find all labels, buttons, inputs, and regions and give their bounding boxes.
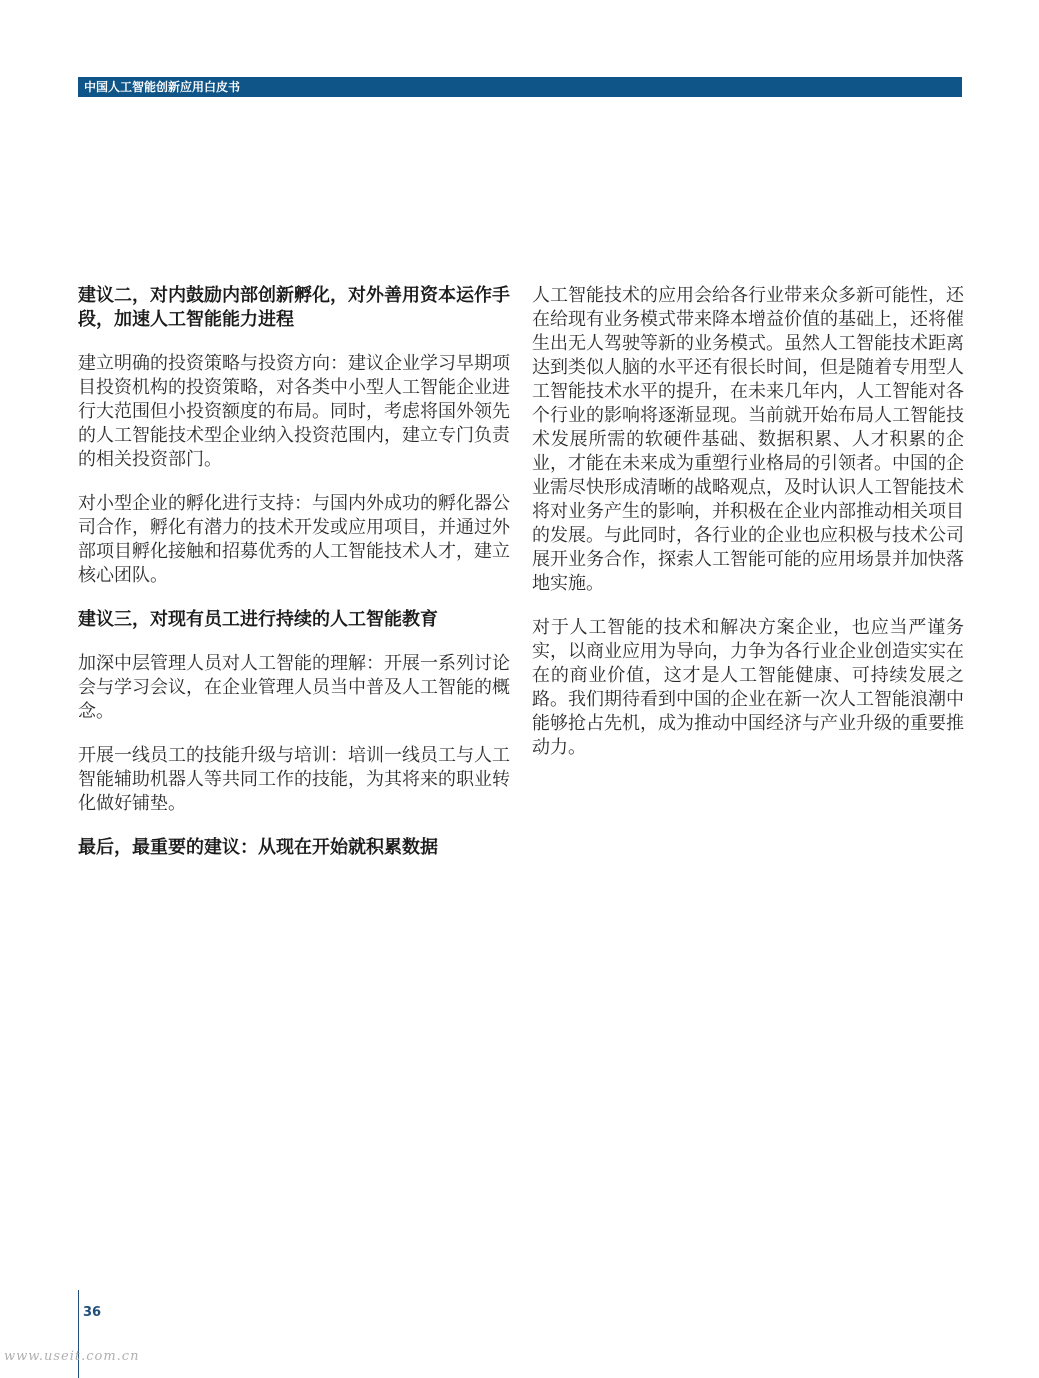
paragraph-ai-opportunities: 人工智能技术的应用会给各行业带来众多新可能性，还在给现有业务模式带来降本增益价值的基础上，还将催生出无人驾驶等新的业务模式。虽然人工智能技术距离达到类似人脑的水平还有很长时间，但是随着专用型人工智能技术水平的提升，在未来几年内，人工智能对各个行业的影响将逐渐显现。当前就开始布局人工智能技术发展所需的软硬件基础、数据积累、人才积累的企业，才能在未来成为重塑行业格局的引领者。中国的企业需尽快形成清晰的战略观点，及时认识人工智能技术将对业务产生的影响，并积极在企业内部推动相关项目的发展。与此同时，各行业的企业也应积极与技术公司展开业务合作，探索人工智能可能的应用场景并加快落地实施。 bbox=[532, 285, 964, 594]
paragraph-incubation-support: 对小型企业的孵化进行支持：与国内外成功的孵化器公司合作，孵化有潜力的技术开发或应用项目，并通过外部项目孵化接触和招募优秀的人工智能技术人才，建立核心团队。 bbox=[78, 493, 510, 586]
paragraph-ai-solution-providers: 对于人工智能的技术和解决方案企业，也应当严谨务实，以商业应用为导向，力争为各行业企业创造实实在在的商业价值，这才是人工智能健康、可持续发展之路。我们期待看到中国的企业在新一次人工智能浪潮中能够抢占先机，成为推动中国经济与产业升级的重要推动力。 bbox=[532, 617, 964, 758]
watermark: www.useit.com.cn bbox=[4, 1349, 140, 1364]
page-number: 36 bbox=[83, 1305, 102, 1320]
running-header: 中国人工智能创新应用白皮书 bbox=[78, 77, 962, 97]
section-heading-suggestion-2: 建议二，对内鼓励内部创新孵化，对外善用资本运作手段，加速人工智能能力进程 bbox=[78, 285, 510, 330]
section-heading-final-suggestion: 最后，最重要的建议：从现在开始就积累数据 bbox=[78, 837, 438, 858]
left-column bbox=[78, 284, 510, 880]
paragraph-frontline-training: 开展一线员工的技能升级与培训：培训一线员工与人工智能辅助机器人等共同工作的技能，为其将来的职业转化做好铺垫。 bbox=[78, 745, 510, 814]
section-heading-suggestion-3: 建议三，对现有员工进行持续的人工智能教育 bbox=[78, 609, 438, 630]
page-number-rule bbox=[78, 1290, 79, 1378]
right-column bbox=[532, 284, 964, 780]
paragraph-management-education: 加深中层管理人员对人工智能的理解：开展一系列讨论会与学习会议，在企业管理人员当中普及人工智能的概念。 bbox=[78, 653, 510, 722]
paragraph-investment-strategy: 建立明确的投资策略与投资方向：建议企业学习早期项目投资机构的投资策略，对各类中小型人工智能企业进行大范围但小投资额度的布局。同时，考虑将国外领先的人工智能技术型企业纳入投资范围内，建立专门负责的相关投资部门。 bbox=[78, 353, 510, 470]
